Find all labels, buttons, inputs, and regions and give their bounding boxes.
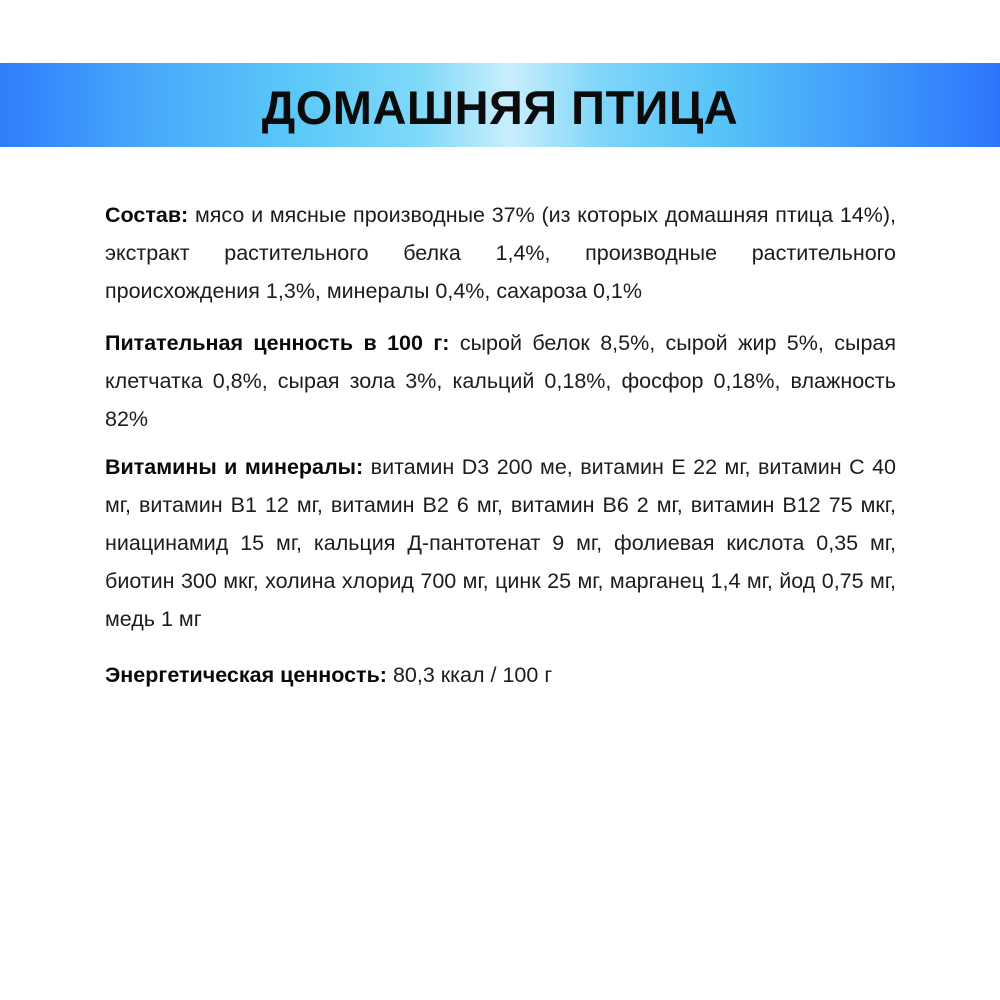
energy-text: 80,3 ккал / 100 г — [386, 663, 553, 687]
nutrition-paragraph — [105, 324, 896, 438]
vitamins-label: Витамины и минералы: — [105, 455, 364, 479]
title-banner — [0, 63, 1000, 147]
energy-label: Энергетическая ценность: — [105, 663, 387, 687]
composition-label: Состав: — [105, 203, 189, 227]
nutrition-text: сырой белок 8,5%, сырой жир 5%, сырая клетчатка 0,8%, сырая зола 3%, кальций 0,18%, фосфор 0,18%, влажность 82% — [105, 331, 896, 431]
vitamins-text: витамин D3 200 ме, витамин E 22 мг, витамин C 40 мг, витамин B1 12 мг, витамин B2 6 мг, витамин B6 2 мг, витамин B12 75 мкг, ниацинамид 15 мг, кальция Д-пантотенат 9 мг, фолиевая кислота 0,35 мг, биотин 300 мкг, холина хлорид 700 мг, цинк 25 мг, марганец 1,4 мг, йод 0,75 мг, медь 1 мг — [105, 455, 897, 631]
nutrition-label: Питательная ценность в 100 г: — [105, 331, 450, 355]
page-title: ДОМАШНЯЯ ПТИЦА — [261, 80, 739, 134]
vitamins-paragraph — [105, 448, 896, 638]
energy-paragraph — [105, 656, 896, 694]
product-info — [105, 196, 896, 694]
composition-text: мясо и мясные производные 37% (из которых домашняя птица 14%), экстракт растительного белка 1,4%, производные растительного происхождения 1,3%, минералы 0,4%, сахароза 0,1% — [105, 203, 896, 303]
composition-paragraph — [105, 196, 896, 310]
